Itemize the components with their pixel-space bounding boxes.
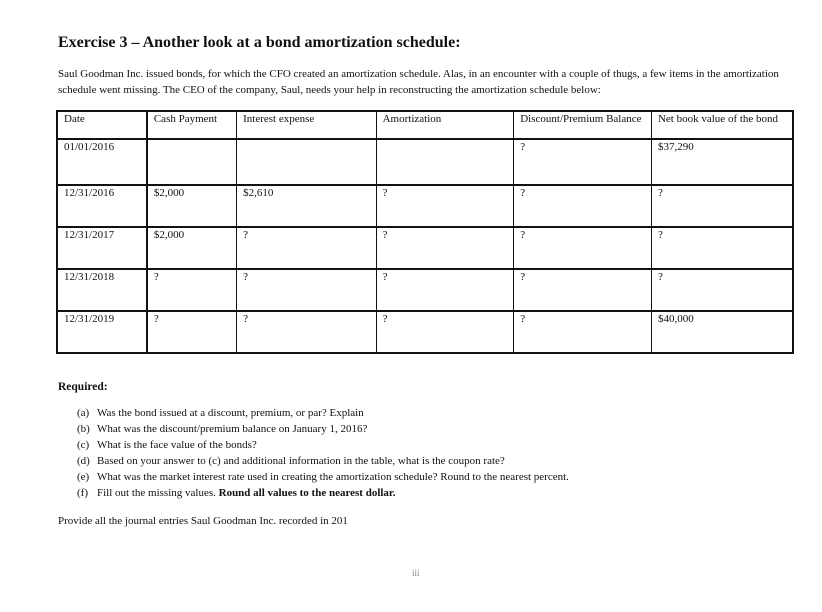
question-letter: (d) [77,455,90,467]
question-letter: (a) [77,407,90,419]
amortization-schedule-table [56,110,794,354]
table-cell: $2,610 [237,185,376,227]
question-item [77,485,569,501]
table-header-row [57,111,793,139]
question-list [77,405,569,501]
table-cell: ? [147,311,237,353]
question-text: Fill out the missing values. [97,487,219,499]
question-item [77,469,569,485]
table-cell: 12/31/2017 [57,227,147,269]
table-row [57,185,793,227]
table-cell [237,139,376,185]
question-text: What was the discount/premium balance on January 1, 2016? [97,423,368,435]
table-cell: ? [237,227,376,269]
question-letter: (c) [77,439,90,451]
question-item [77,453,569,469]
question-text: What is the face value of the bonds? [97,439,257,451]
table-row [57,227,793,269]
table-cell: 01/01/2016 [57,139,147,185]
table-cell: $2,000 [147,227,237,269]
table-cell: ? [514,227,652,269]
column-header: Interest expense [237,111,376,139]
column-header: Amortization [376,111,514,139]
question-text: Based on your answer to (c) and additional information in the table, what is the coupon rate? [97,455,505,467]
table-cell [376,139,514,185]
provide-instruction: Provide all the journal entries Saul Goodman Inc. recorded in 201 [58,515,348,527]
column-header: Cash Payment [147,111,237,139]
table-cell: ? [376,185,514,227]
table-cell: ? [651,269,793,311]
question-letter: (f) [77,487,88,499]
question-item [77,405,569,421]
question-text: What was the market interest rate used in creating the amortization schedule? Round to the nearest percent. [97,471,569,483]
table-cell: $2,000 [147,185,237,227]
table-cell: ? [514,185,652,227]
table-cell: ? [514,269,652,311]
table-cell: 12/31/2019 [57,311,147,353]
table-cell: ? [237,311,376,353]
table-cell: 12/31/2016 [57,185,147,227]
table-cell: 12/31/2018 [57,269,147,311]
question-emphasis: Round all values to the nearest dollar. [218,487,396,499]
intro-paragraph: Saul Goodman Inc. issued bonds, for which the CFO created an amortization schedule. Alas, in an encounter with a couple of thugs, a few items in the amortization schedule went missing. The CEO of the company, Saul, needs your help in reconstructing the amortization schedule below: [58,68,779,96]
table-cell: ? [651,227,793,269]
table-cell: $40,000 [651,311,793,353]
question-letter: (e) [77,471,90,483]
question-letter: (b) [77,423,90,435]
question-text: Was the bond issued at a discount, premium, or par? Explain [97,407,364,419]
table-cell: ? [514,139,652,185]
table-cell: ? [514,311,652,353]
table-row [57,269,793,311]
column-header: Discount/Premium Balance [514,111,652,139]
table-cell: ? [237,269,376,311]
required-heading: Required: [58,381,108,393]
column-header: Date [57,111,147,139]
table-cell: ? [651,185,793,227]
column-header: Net book value of the bond [651,111,793,139]
question-item [77,421,569,437]
table-cell: ? [147,269,237,311]
exercise-title: Exercise 3 – Another look at a bond amortization schedule: [58,34,461,51]
table-cell: $37,290 [651,139,793,185]
question-item [77,437,569,453]
table-cell: ? [376,311,514,353]
table-row [57,139,793,185]
table-cell: ? [376,227,514,269]
table-cell [147,139,237,185]
table-cell: ? [376,269,514,311]
table-row [57,311,793,353]
page-number: iii [412,568,420,578]
